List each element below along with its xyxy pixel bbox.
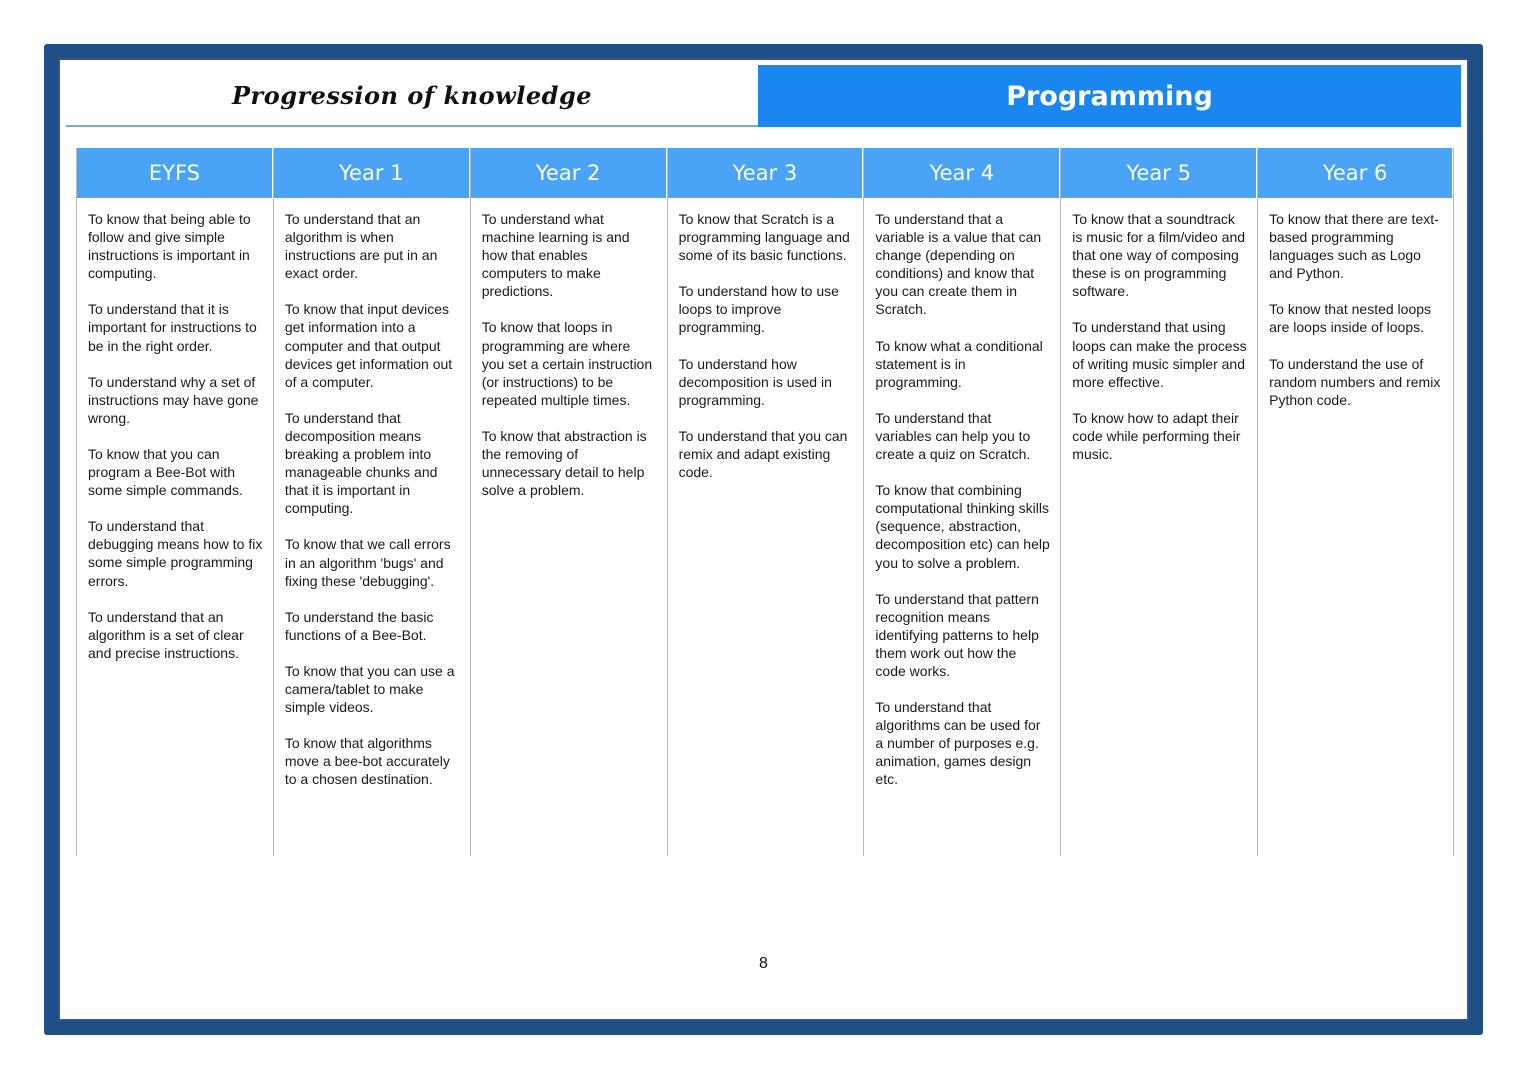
knowledge-item: To know that Scratch is a programming language and some of its basic functions.	[678, 211, 850, 264]
page-subtitle: Progression of knowledge	[232, 80, 592, 110]
table-column	[1060, 148, 1257, 856]
knowledge-item: To understand that it is important for instructions to be in the right order.	[88, 301, 257, 354]
table-column	[863, 148, 1060, 856]
knowledge-item: To understand the basic functions of a Bee-Bot.	[284, 608, 434, 643]
knowledge-item: To understand that a variable is a value that can change (depending on conditions) and know that you can create them in Scratch.	[875, 211, 1042, 318]
knowledge-item: To know that loops in programming are where you set a certain instruction (or instructions) to be repeated multiple times.	[481, 319, 653, 408]
header-left-panel	[66, 65, 758, 127]
knowledge-item: To know that a soundtrack is music for a film/video and that one way of composing these is on programming software.	[1072, 211, 1246, 300]
header-right-panel	[758, 65, 1461, 127]
column-body	[1258, 198, 1453, 427]
column-heading: Year 5	[1061, 148, 1257, 198]
table-column	[76, 148, 273, 856]
column-heading: Year 4	[864, 148, 1060, 198]
knowledge-item: To understand what machine learning is and how that enables computers to make predictions.	[481, 211, 630, 300]
knowledge-item: To understand that debugging means how to fix some simple programming errors.	[88, 518, 263, 589]
column-heading: Year 2	[471, 148, 667, 198]
column-body	[668, 198, 864, 499]
column-body	[864, 198, 1060, 807]
knowledge-item: To understand that algorithms can be used for a number of purposes e.g. animation, games design etc.	[875, 699, 1041, 788]
knowledge-item: To understand that you can remix and adapt existing code.	[678, 427, 848, 481]
knowledge-item: To understand why a set of instructions may have gone wrong.	[88, 373, 259, 426]
knowledge-item: To understand that using loops can make the process of writing music simpler and more effective.	[1072, 319, 1247, 390]
knowledge-item: To know that algorithms move a bee-bot accurately to a chosen destination.	[284, 735, 450, 788]
knowledge-item: To know what a conditional statement is in programming.	[875, 337, 1043, 390]
column-body	[274, 198, 470, 806]
column-heading: Year 1	[274, 148, 470, 198]
column-heading: Year 6	[1258, 148, 1453, 198]
knowledge-item: To understand the use of random numbers and remix Python code.	[1269, 355, 1441, 408]
knowledge-item: To know that combining computational thinking skills (sequence, abstraction, decomposition etc) can help you to solve a problem.	[875, 482, 1050, 571]
column-heading: EYFS	[77, 148, 273, 198]
knowledge-item: To know that being able to follow and give simple instructions is important in computing.	[88, 211, 251, 282]
page-title: Programming	[1006, 80, 1213, 112]
progression-table	[76, 148, 1454, 856]
page-number: 8	[759, 955, 768, 972]
table-column	[470, 148, 667, 856]
knowledge-item: To know that you can use a camera/tablet to make simple videos.	[284, 662, 455, 716]
column-body	[1061, 198, 1257, 481]
column-heading: Year 3	[668, 148, 864, 198]
knowledge-item: To understand that decomposition means breaking a problem into manageable chunks and that it is important in computing.	[284, 409, 438, 517]
knowledge-item: To understand that pattern recognition means identifying patterns to help them work out how the code works.	[875, 590, 1039, 679]
knowledge-item: To know that we call errors in an algorithm 'bugs' and fixing these 'debugging'.	[284, 536, 451, 589]
column-body	[77, 198, 273, 680]
knowledge-item: To understand how decomposition is used in programming.	[678, 355, 832, 408]
table-column	[667, 148, 864, 856]
table-column	[1257, 148, 1454, 856]
knowledge-item: To know that abstraction is the removing of unnecessary detail to help solve a problem.	[481, 427, 647, 499]
knowledge-item: To know that nested loops are loops inside of loops.	[1269, 301, 1432, 336]
knowledge-item: To know that input devices get information into a computer and that output devices get information out of a computer.	[284, 301, 453, 390]
knowledge-item: To understand that an algorithm is when instructions are put in an exact order.	[284, 211, 438, 282]
knowledge-item: To understand that variables can help you to create a quiz on Scratch.	[875, 409, 1031, 463]
knowledge-item: To understand how to use loops to improve programming.	[678, 283, 839, 336]
knowledge-item: To know how to adapt their code while performing their music.	[1072, 409, 1241, 463]
column-body	[471, 198, 667, 517]
knowledge-item: To understand that an algorithm is a set of clear and precise instructions.	[88, 608, 244, 661]
knowledge-item: To know that you can program a Bee-Bot with some simple commands.	[88, 445, 243, 499]
knowledge-item: To know that there are text-based programming languages such as Logo and Python.	[1269, 211, 1439, 282]
table-column	[273, 148, 470, 856]
